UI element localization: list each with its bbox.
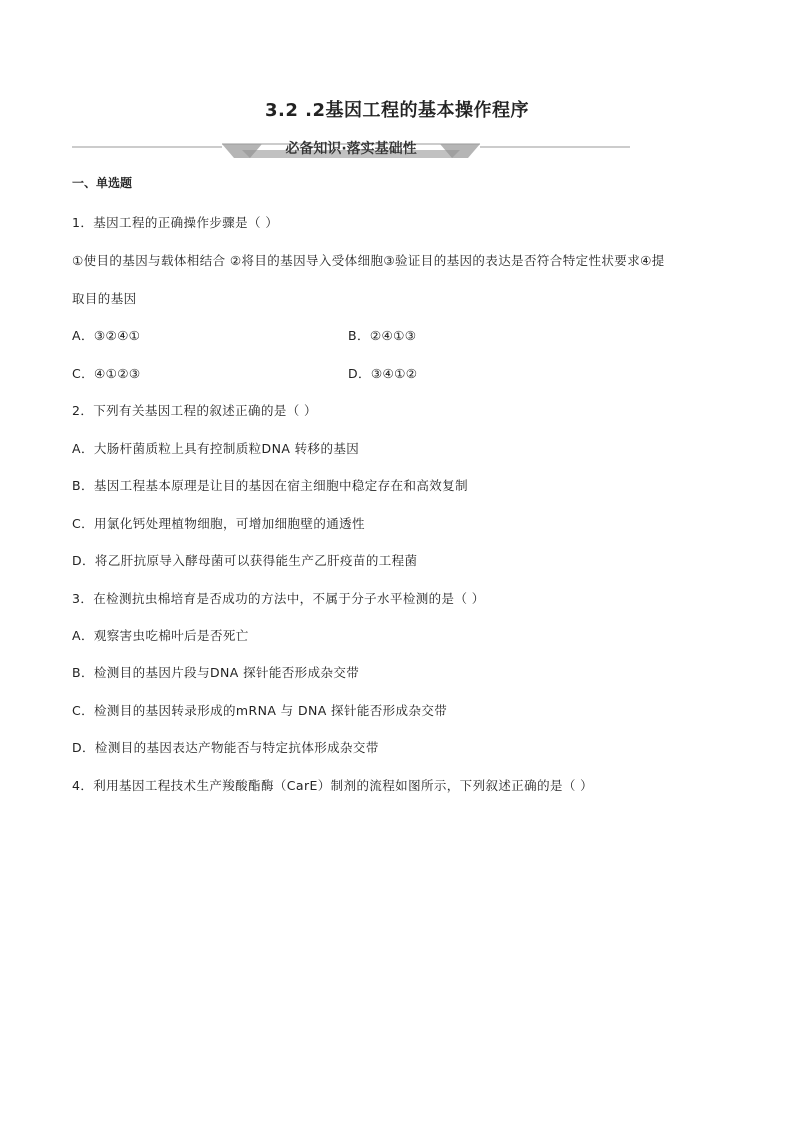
q1-option-c[interactable]: C．④①②③	[72, 366, 141, 381]
section-heading: 一、单选题	[72, 176, 133, 190]
q1-option-d[interactable]: D．③④①②	[348, 366, 418, 381]
q1-option-a[interactable]: A．③②④①	[72, 328, 141, 343]
q2-option-d[interactable]: D．将乙肝抗原导入酵母菌可以获得能生产乙肝疫苗的工程菌	[72, 553, 418, 568]
q1-text-line-1: ①使目的基因与载体相结合 ②将目的基因导入受体细胞③验证目的基因的表达是否符合特定性状要求④提	[72, 253, 665, 268]
q2-option-b[interactable]: B．基因工程基本原理是让目的基因在宿主细胞中稳定存在和高效复制	[72, 478, 468, 493]
section-banner	[72, 136, 630, 162]
q2-option-c[interactable]: C．用氯化钙处理植物细胞，可增加细胞壁的通透性	[72, 516, 365, 531]
q3-option-d[interactable]: D．检测目的基因表达产物能否与特定抗体形成杂交带	[72, 740, 379, 755]
page-title: 3.2 .2基因工程的基本操作程序	[264, 100, 529, 121]
q3-option-c[interactable]: C．检测目的基因转录形成的mRNA 与 DNA 探针能否形成杂交带	[72, 703, 448, 718]
q1-stem: 1．基因工程的正确操作步骤是（ ）	[72, 215, 279, 230]
q3-stem: 3．在检测抗虫棉培育是否成功的方法中，不属于分子水平检测的是（ ）	[72, 591, 485, 606]
q2-option-a[interactable]: A．大肠杆菌质粒上具有控制质粒DNA 转移的基因	[72, 441, 360, 456]
q4-stem: 4．利用基因工程技术生产羧酸酯酶（CarE）制剂的流程如图所示，下列叙述正确的是（ ）	[72, 778, 594, 793]
q2-stem: 2．下列有关基因工程的叙述正确的是（ ）	[72, 403, 317, 418]
q3-option-b[interactable]: B．检测目的基因片段与DNA 探针能否形成杂交带	[72, 665, 360, 680]
q1-option-b[interactable]: B．②④①③	[348, 328, 417, 343]
q1-text-line-2: 取目的基因	[72, 291, 137, 306]
q3-option-a[interactable]: A．观察害虫吃棉叶后是否死亡	[72, 628, 249, 643]
banner-label: 必备知识·落实基础性	[285, 141, 417, 157]
